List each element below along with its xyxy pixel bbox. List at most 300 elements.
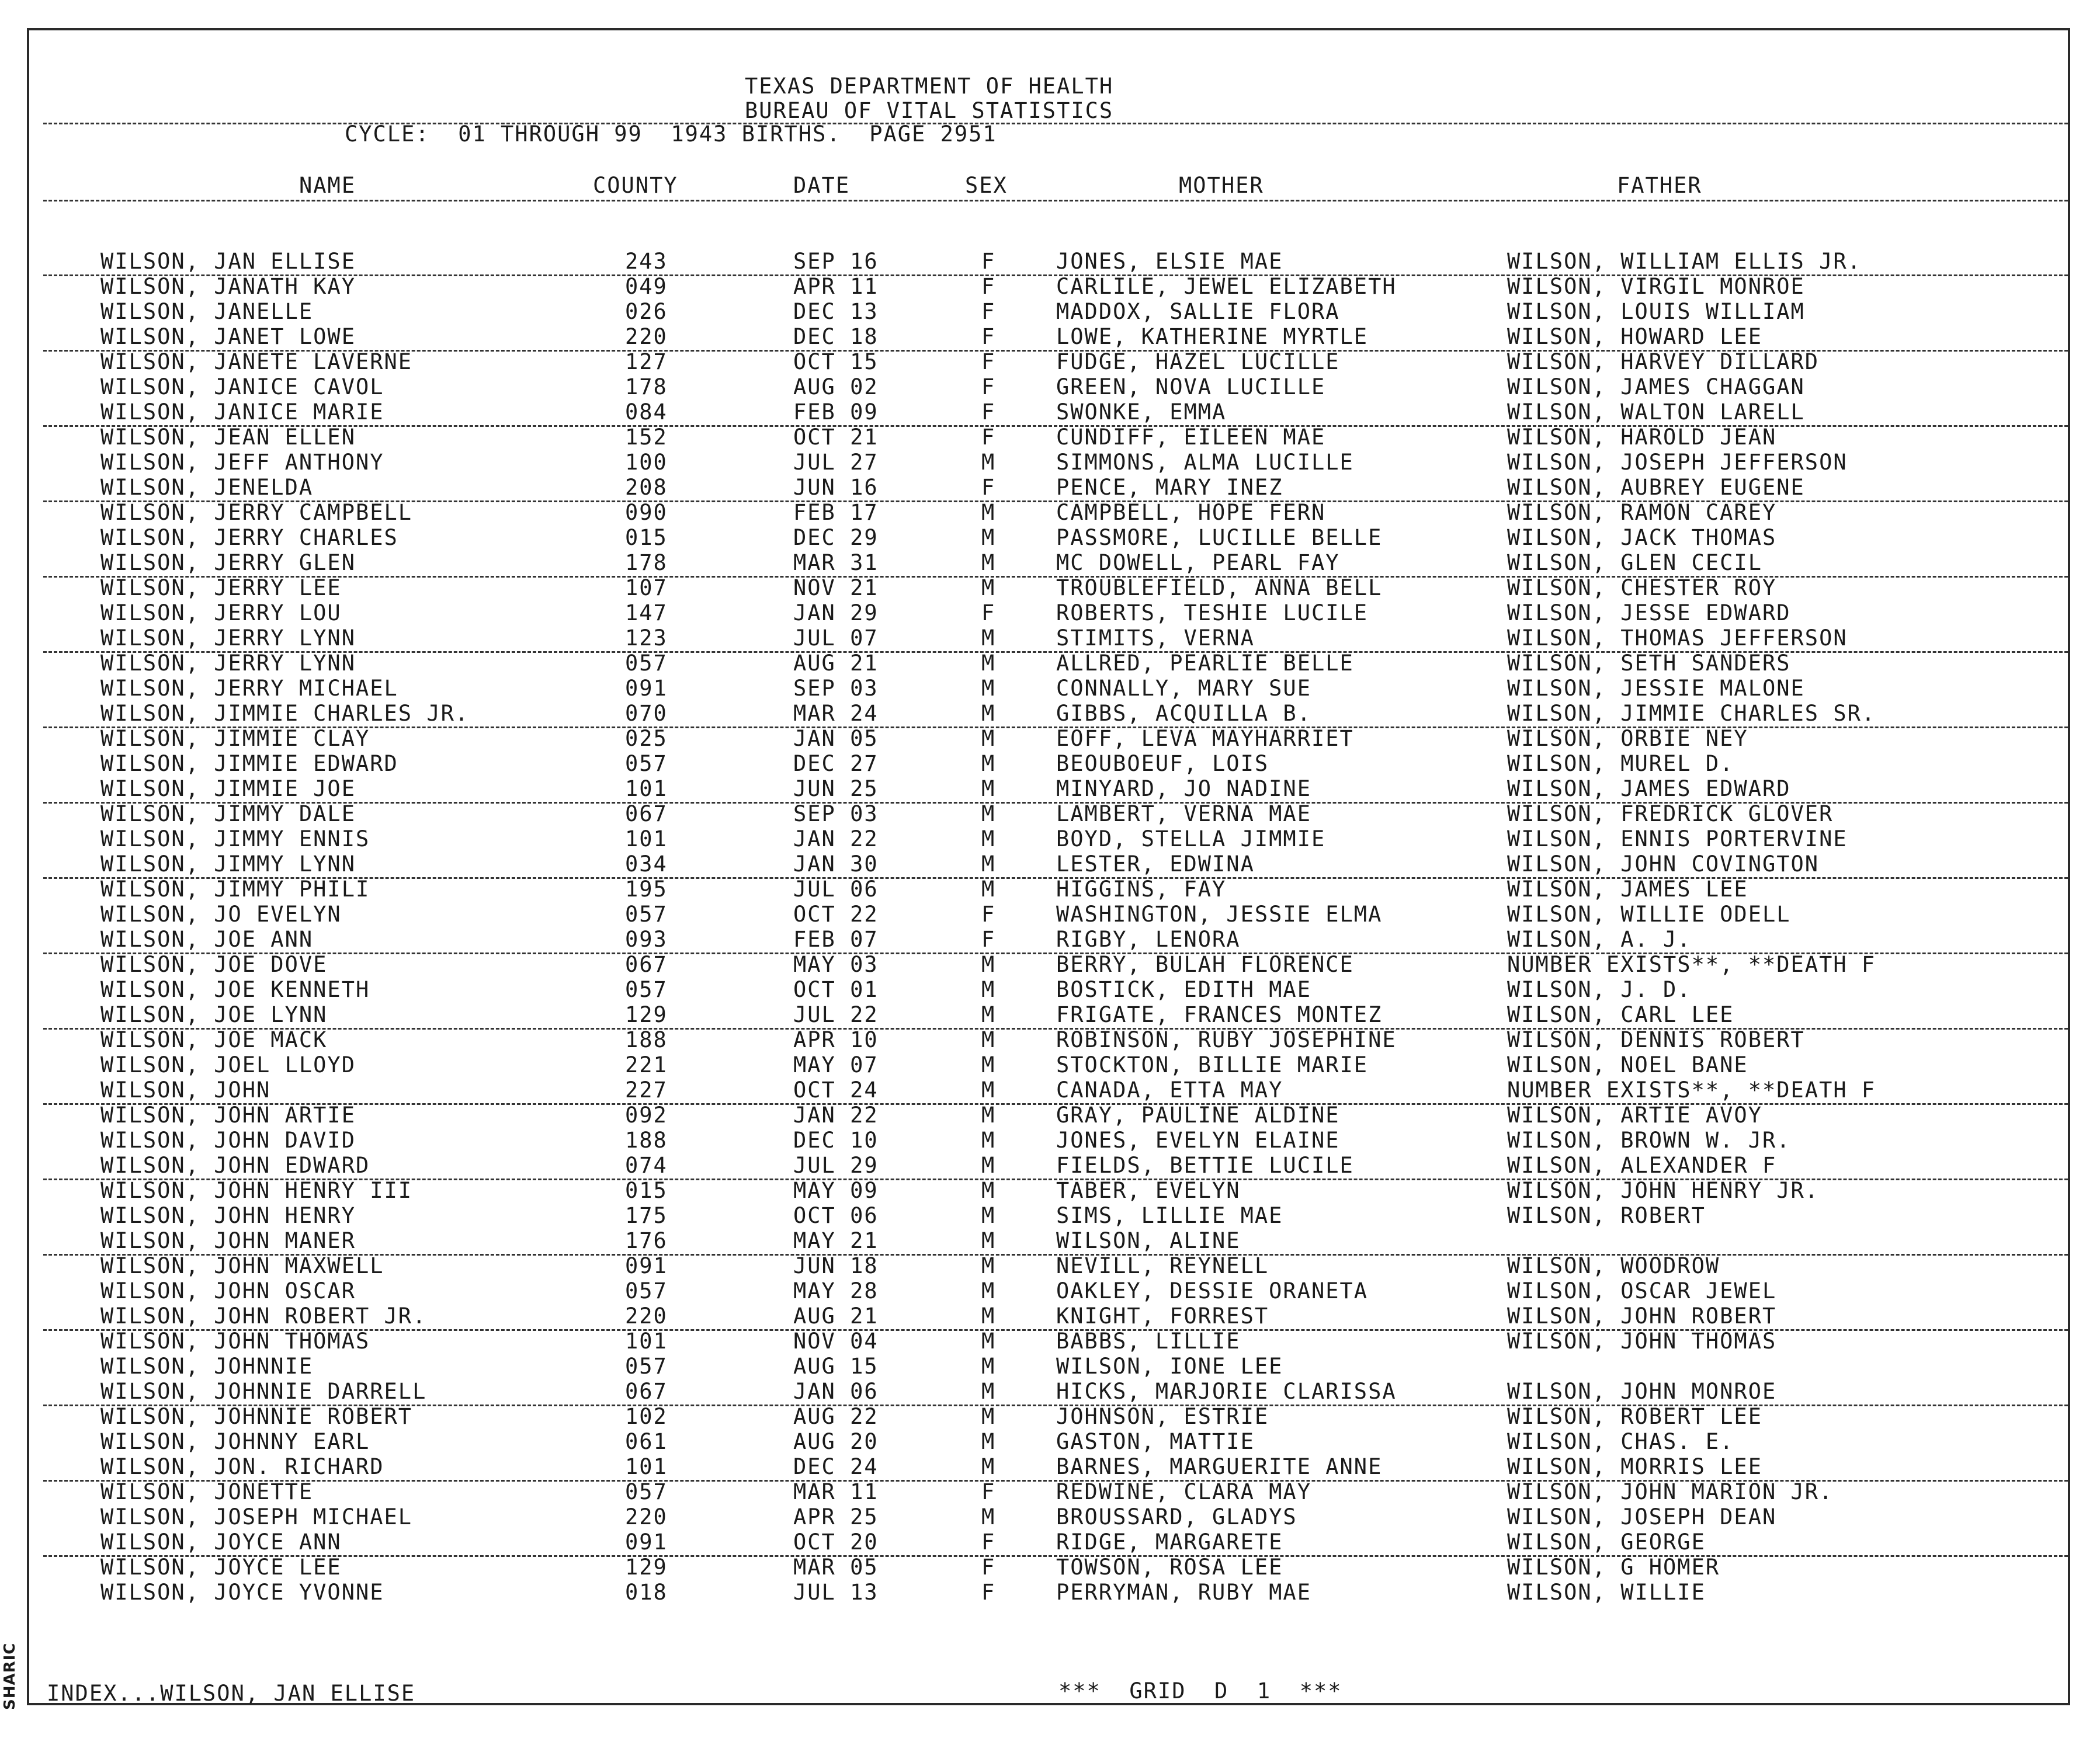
record-mother: STIMITS, VERNA (1056, 625, 1255, 651)
record-sex: F (981, 374, 996, 399)
record-county: 061 (625, 1429, 668, 1454)
record-father: WILSON, JOSEPH JEFFERSON (1507, 450, 1848, 475)
record-name: WILSON, JOHN THOMAS (100, 1329, 370, 1354)
record-county: 178 (625, 374, 668, 399)
record-mother: SWONKE, EMMA (1056, 399, 1227, 425)
record-sex: F (981, 600, 996, 625)
record-county: 057 (625, 651, 668, 676)
record-date: MAY 21 (793, 1228, 879, 1253)
record-county: 178 (625, 550, 668, 575)
column-header-date: DATE (793, 173, 851, 198)
record-sex: F (981, 249, 996, 274)
record-county: 057 (625, 902, 668, 927)
record-county: 057 (625, 1354, 668, 1379)
record-mother: FUDGE, HAZEL LUCILLE (1056, 349, 1340, 374)
record-mother: TROUBLEFIELD, ANNA BELL (1056, 575, 1383, 600)
record-county: 221 (625, 1052, 668, 1077)
record-sex: F (981, 927, 996, 952)
record-name: WILSON, JOHN EDWARD (100, 1153, 370, 1178)
record-name: WILSON, JOHNNIE (100, 1354, 314, 1379)
record-county: 129 (625, 1002, 668, 1027)
record-sex: M (981, 1027, 996, 1052)
record-mother: GRAY, PAULINE ALDINE (1056, 1103, 1340, 1128)
record-county: 067 (625, 801, 668, 826)
record-county: 090 (625, 500, 668, 525)
record-name: WILSON, JOHN MAXWELL (100, 1253, 384, 1278)
record-name: WILSON, JONETTE (100, 1479, 314, 1504)
row-group-divider (43, 1555, 2068, 1557)
record-date: SEP 03 (793, 676, 879, 701)
record-date: JUL 29 (793, 1153, 879, 1178)
record-sex: F (981, 1580, 996, 1605)
record-date: APR 25 (793, 1504, 879, 1529)
record-sex: M (981, 1278, 996, 1303)
record-mother: WASHINGTON, JESSIE ELMA (1056, 902, 1383, 927)
record-sex: M (981, 550, 996, 575)
record-sex: M (981, 676, 996, 701)
record-mother: RIGBY, LENORA (1056, 927, 1241, 952)
record-date: AUG 15 (793, 1354, 879, 1379)
record-mother: CAMPBELL, HOPE FERN (1056, 500, 1326, 525)
record-date: JAN 30 (793, 851, 879, 877)
record-date: DEC 29 (793, 525, 879, 550)
column-header-sex: SEX (965, 173, 1008, 198)
record-date: JUN 16 (793, 475, 879, 500)
record-mother: ROBERTS, TESHIE LUCILE (1056, 600, 1369, 625)
record-county: 057 (625, 977, 668, 1002)
column-header-name: NAME (299, 173, 356, 198)
record-name: WILSON, JOE ANN (100, 927, 314, 952)
record-father: WILSON, WILLIE ODELL (1507, 902, 1791, 927)
record-date: FEB 09 (793, 399, 879, 425)
record-date: NOV 04 (793, 1329, 879, 1354)
record-name: WILSON, JOHNNY EARL (100, 1429, 370, 1454)
record-date: APR 11 (793, 274, 879, 299)
record-sex: M (981, 1329, 996, 1354)
record-mother: GASTON, MATTIE (1056, 1429, 1255, 1454)
record-name: WILSON, JOHN HENRY III (100, 1178, 413, 1203)
record-name: WILSON, JO EVELYN (100, 902, 342, 927)
record-father: WILSON, THOMAS JEFFERSON (1507, 625, 1848, 651)
record-sex: M (981, 1228, 996, 1253)
record-sex: F (981, 349, 996, 374)
record-mother: BERRY, BULAH FLORENCE (1056, 952, 1354, 977)
record-county: 091 (625, 676, 668, 701)
record-date: MAY 07 (793, 1052, 879, 1077)
record-name: WILSON, JERRY CHARLES (100, 525, 398, 550)
record-sex: M (981, 1128, 996, 1153)
record-father: WILSON, ALEXANDER F (1507, 1153, 1777, 1178)
record-mother: REDWINE, CLARA MAY (1056, 1479, 1311, 1504)
record-name: WILSON, JOYCE ANN (100, 1529, 342, 1555)
record-father: WILSON, WALTON LARELL (1507, 399, 1805, 425)
record-county: 176 (625, 1228, 668, 1253)
record-county: 129 (625, 1555, 668, 1580)
record-county: 107 (625, 575, 668, 600)
record-mother: JONES, EVELYN ELAINE (1056, 1128, 1340, 1153)
record-sex: M (981, 1404, 996, 1429)
record-date: NOV 21 (793, 575, 879, 600)
record-date: DEC 10 (793, 1128, 879, 1153)
record-father: WILSON, HOWARD LEE (1507, 324, 1762, 349)
record-county: 220 (625, 1303, 668, 1329)
record-father: WILSON, RAMON CAREY (1507, 500, 1777, 525)
record-name: WILSON, JOHN OSCAR (100, 1278, 356, 1303)
record-name: WILSON, JIMMIE CLAY (100, 726, 370, 751)
record-sex: F (981, 902, 996, 927)
record-father: WILSON, WILLIE (1507, 1580, 1706, 1605)
record-sex: M (981, 801, 996, 826)
record-county: 101 (625, 826, 668, 851)
record-mother: BARNES, MARGUERITE ANNE (1056, 1454, 1383, 1479)
record-mother: CUNDIFF, EILEEN MAE (1056, 425, 1326, 450)
record-date: MAR 31 (793, 550, 879, 575)
record-sex: M (981, 701, 996, 726)
record-name: WILSON, JEAN ELLEN (100, 425, 356, 450)
record-date: OCT 06 (793, 1203, 879, 1228)
record-sex: M (981, 1052, 996, 1077)
record-mother: CANADA, ETTA MAY (1056, 1077, 1283, 1103)
record-sex: M (981, 625, 996, 651)
record-sex: M (981, 851, 996, 877)
record-sex: F (981, 1555, 996, 1580)
record-mother: HICKS, MARJORIE CLARISSA (1056, 1379, 1397, 1404)
record-father: WILSON, ROBERT (1507, 1203, 1706, 1228)
record-father: WILSON, JACK THOMAS (1507, 525, 1777, 550)
record-father: WILSON, JOHN ROBERT (1507, 1303, 1777, 1329)
record-county: 091 (625, 1253, 668, 1278)
record-mother: NEVILL, REYNELL (1056, 1253, 1269, 1278)
record-sex: M (981, 1303, 996, 1329)
record-county: 147 (625, 600, 668, 625)
record-name: WILSON, JOYCE LEE (100, 1555, 342, 1580)
record-mother: BABBS, LILLIE (1056, 1329, 1241, 1354)
record-county: 100 (625, 450, 668, 475)
record-county: 093 (625, 927, 668, 952)
record-sex: M (981, 1178, 996, 1203)
record-date: JAN 22 (793, 826, 879, 851)
record-mother: RIDGE, MARGARETE (1056, 1529, 1283, 1555)
record-father: WILSON, JOHN MARION JR. (1507, 1479, 1834, 1504)
record-mother: PERRYMAN, RUBY MAE (1056, 1580, 1311, 1605)
record-name: WILSON, JOHN DAVID (100, 1128, 356, 1153)
record-mother: BOYD, STELLA JIMMIE (1056, 826, 1326, 851)
record-father: WILSON, GLEN CECIL (1507, 550, 1762, 575)
record-name: WILSON, JOE LYNN (100, 1002, 328, 1027)
record-mother: STOCKTON, BILLIE MARIE (1056, 1052, 1369, 1077)
record-sex: F (981, 399, 996, 425)
record-name: WILSON, JIMMIE CHARLES JR. (100, 701, 470, 726)
record-mother: CONNALLY, MARY SUE (1056, 676, 1311, 701)
record-sex: M (981, 1379, 996, 1404)
record-county: 227 (625, 1077, 668, 1103)
record-mother: FRIGATE, FRANCES MONTEZ (1056, 1002, 1383, 1027)
record-mother: MADDOX, SALLIE FLORA (1056, 299, 1340, 324)
record-sex: M (981, 1454, 996, 1479)
record-mother: BROUSSARD, GLADYS (1056, 1504, 1297, 1529)
record-mother: OAKLEY, DESSIE ORANETA (1056, 1278, 1369, 1303)
record-father: WILSON, MUREL D. (1507, 751, 1734, 776)
footer-grid: *** GRID D 1 *** (1058, 1678, 1342, 1704)
record-father: WILSON, WILLIAM ELLIS JR. (1507, 249, 1862, 274)
record-sex: M (981, 977, 996, 1002)
record-mother: ROBINSON, RUBY JOSEPHINE (1056, 1027, 1397, 1052)
record-county: 188 (625, 1027, 668, 1052)
record-county: 220 (625, 1504, 668, 1529)
record-mother: GREEN, NOVA LUCILLE (1056, 374, 1326, 399)
record-sex: M (981, 726, 996, 751)
record-date: MAY 09 (793, 1178, 879, 1203)
record-date: OCT 24 (793, 1077, 879, 1103)
record-sex: M (981, 1153, 996, 1178)
record-father: WILSON, JAMES CHAGGAN (1507, 374, 1805, 399)
record-name: WILSON, JANETE LAVERNE (100, 349, 413, 374)
record-date: JUL 22 (793, 1002, 879, 1027)
record-name: WILSON, JERRY LEE (100, 575, 342, 600)
record-father: NUMBER EXISTS**, **DEATH F (1507, 952, 1876, 977)
record-sex: F (981, 299, 996, 324)
record-father: NUMBER EXISTS**, **DEATH F (1507, 1077, 1876, 1103)
record-name: WILSON, JOHN ROBERT JR. (100, 1303, 427, 1329)
record-date: AUG 22 (793, 1404, 879, 1429)
record-father: WILSON, BROWN W. JR. (1507, 1128, 1791, 1153)
record-mother: BOSTICK, EDITH MAE (1056, 977, 1311, 1002)
record-sex: M (981, 651, 996, 676)
record-father: WILSON, G HOMER (1507, 1555, 1720, 1580)
record-county: 101 (625, 1329, 668, 1354)
record-mother: GIBBS, ACQUILLA B. (1056, 701, 1311, 726)
record-date: JAN 06 (793, 1379, 879, 1404)
record-county: 034 (625, 851, 668, 877)
record-sex: M (981, 1253, 996, 1278)
record-father: WILSON, VIRGIL MONROE (1507, 274, 1805, 299)
record-sex: M (981, 1077, 996, 1103)
record-sex: M (981, 1504, 996, 1529)
record-date: SEP 03 (793, 801, 879, 826)
record-father: WILSON, JESSE EDWARD (1507, 600, 1791, 625)
record-date: AUG 02 (793, 374, 879, 399)
record-county: 018 (625, 1580, 668, 1605)
record-father: WILSON, MORRIS LEE (1507, 1454, 1762, 1479)
record-father: WILSON, JOHN COVINGTON (1507, 851, 1820, 877)
record-name: WILSON, JOSEPH MICHAEL (100, 1504, 413, 1529)
record-date: FEB 07 (793, 927, 879, 952)
record-mother: MC DOWELL, PEARL FAY (1056, 550, 1340, 575)
record-sex: M (981, 952, 996, 977)
record-father: WILSON, WOODROW (1507, 1253, 1720, 1278)
record-father: WILSON, HARVEY DILLARD (1507, 349, 1820, 374)
record-name: WILSON, JEFF ANTHONY (100, 450, 384, 475)
record-father: WILSON, AUBREY EUGENE (1507, 475, 1805, 500)
record-mother: FIELDS, BETTIE LUCILE (1056, 1153, 1354, 1178)
record-date: JUL 13 (793, 1580, 879, 1605)
record-name: WILSON, JOHN (100, 1077, 271, 1103)
record-county: 015 (625, 525, 668, 550)
record-name: WILSON, JANATH KAY (100, 274, 356, 299)
record-mother: HIGGINS, FAY (1056, 877, 1227, 902)
record-county: 101 (625, 776, 668, 801)
record-mother: SIMS, LILLIE MAE (1056, 1203, 1283, 1228)
record-name: WILSON, JOHN HENRY (100, 1203, 356, 1228)
record-father: WILSON, JOSEPH DEAN (1507, 1504, 1777, 1529)
record-county: 057 (625, 1479, 668, 1504)
record-county: 057 (625, 1278, 668, 1303)
record-mother: JOHNSON, ESTRIE (1056, 1404, 1269, 1429)
record-county: 195 (625, 877, 668, 902)
record-name: WILSON, JIMMY DALE (100, 801, 356, 826)
record-mother: LOWE, KATHERINE MYRTLE (1056, 324, 1369, 349)
record-name: WILSON, JERRY MICHAEL (100, 676, 398, 701)
record-date: JUL 06 (793, 877, 879, 902)
side-label: SHARIC (1, 1642, 19, 1710)
record-sex: M (981, 776, 996, 801)
record-date: MAR 24 (793, 701, 879, 726)
record-date: DEC 18 (793, 324, 879, 349)
record-date: MAR 11 (793, 1479, 879, 1504)
record-father: WILSON, SETH SANDERS (1507, 651, 1791, 676)
record-county: 208 (625, 475, 668, 500)
record-name: WILSON, JOYCE YVONNE (100, 1580, 384, 1605)
record-father: WILSON, LOUIS WILLIAM (1507, 299, 1805, 324)
record-sex: M (981, 575, 996, 600)
record-date: AUG 20 (793, 1429, 879, 1454)
record-name: WILSON, JOHNNIE ROBERT (100, 1404, 413, 1429)
record-father: WILSON, JESSIE MALONE (1507, 676, 1805, 701)
record-name: WILSON, JIMMIE JOE (100, 776, 356, 801)
record-county: 092 (625, 1103, 668, 1128)
record-name: WILSON, JAN ELLISE (100, 249, 356, 274)
record-name: WILSON, JIMMY PHILI (100, 877, 370, 902)
record-county: 015 (625, 1178, 668, 1203)
record-date: AUG 21 (793, 651, 879, 676)
record-mother: WILSON, IONE LEE (1056, 1354, 1283, 1379)
record-sex: M (981, 450, 996, 475)
record-date: OCT 20 (793, 1529, 879, 1555)
record-county: 101 (625, 1454, 668, 1479)
record-father: WILSON, A. J. (1507, 927, 1692, 952)
record-county: 067 (625, 952, 668, 977)
record-father: WILSON, GEORGE (1507, 1529, 1706, 1555)
record-name: WILSON, JOE KENNETH (100, 977, 370, 1002)
record-sex: M (981, 1429, 996, 1454)
footer-index: INDEX...WILSON, JAN ELLISE (47, 1681, 416, 1706)
record-sex: M (981, 500, 996, 525)
record-mother: CARLILE, JEWEL ELIZABETH (1056, 274, 1397, 299)
record-name: WILSON, JON. RICHARD (100, 1454, 384, 1479)
header-cycle: CYCLE: 01 THROUGH 99 1943 BIRTHS. PAGE 2951 (345, 121, 997, 147)
record-mother: PENCE, MARY INEZ (1056, 475, 1283, 500)
record-mother: BEOUBOEUF, LOIS (1056, 751, 1269, 776)
record-mother: LESTER, EDWINA (1056, 851, 1255, 877)
record-name: WILSON, JIMMY ENNIS (100, 826, 370, 851)
record-county: 102 (625, 1404, 668, 1429)
record-date: JUN 18 (793, 1253, 879, 1278)
record-sex: F (981, 475, 996, 500)
record-mother: PASSMORE, LUCILLE BELLE (1056, 525, 1383, 550)
record-mother: KNIGHT, FORREST (1056, 1303, 1269, 1329)
record-sex: F (981, 1529, 996, 1555)
record-name: WILSON, JERRY LYNN (100, 651, 356, 676)
record-name: WILSON, JENELDA (100, 475, 314, 500)
record-county: 025 (625, 726, 668, 751)
record-county: 074 (625, 1153, 668, 1178)
record-date: JAN 29 (793, 600, 879, 625)
record-county: 026 (625, 299, 668, 324)
record-county: 152 (625, 425, 668, 450)
record-father: WILSON, JAMES LEE (1507, 877, 1748, 902)
record-mother: MINYARD, JO NADINE (1056, 776, 1311, 801)
record-name: WILSON, JOEL LLOYD (100, 1052, 356, 1077)
record-sex: M (981, 1103, 996, 1128)
record-father: WILSON, CARL LEE (1507, 1002, 1734, 1027)
record-father: WILSON, ORBIE NEY (1507, 726, 1748, 751)
record-father: WILSON, JOHN THOMAS (1507, 1329, 1777, 1354)
record-father: WILSON, JAMES EDWARD (1507, 776, 1791, 801)
record-date: JAN 22 (793, 1103, 879, 1128)
record-sex: M (981, 1203, 996, 1228)
record-father: WILSON, JIMMIE CHARLES SR. (1507, 701, 1876, 726)
record-sex: M (981, 1002, 996, 1027)
record-father: WILSON, ROBERT LEE (1507, 1404, 1762, 1429)
record-mother: EOFF, LEVA MAYHARRIET (1056, 726, 1354, 751)
record-name: WILSON, JOE DOVE (100, 952, 328, 977)
record-county: 243 (625, 249, 668, 274)
record-date: FEB 17 (793, 500, 879, 525)
column-header-father: FATHER (1617, 173, 1702, 198)
record-mother: WILSON, ALINE (1056, 1228, 1241, 1253)
record-date: DEC 13 (793, 299, 879, 324)
record-name: WILSON, JERRY LYNN (100, 625, 356, 651)
record-county: 049 (625, 274, 668, 299)
record-sex: F (981, 274, 996, 299)
column-header-county: COUNTY (593, 173, 678, 198)
record-name: WILSON, JOHN ARTIE (100, 1103, 356, 1128)
record-date: DEC 24 (793, 1454, 879, 1479)
record-father: WILSON, J. D. (1507, 977, 1692, 1002)
record-sex: M (981, 1354, 996, 1379)
record-county: 067 (625, 1379, 668, 1404)
record-name: WILSON, JERRY LOU (100, 600, 342, 625)
record-sex: M (981, 877, 996, 902)
record-date: OCT 21 (793, 425, 879, 450)
record-father: WILSON, JOHN MONROE (1507, 1379, 1777, 1404)
record-date: OCT 15 (793, 349, 879, 374)
record-date: DEC 27 (793, 751, 879, 776)
record-date: JUN 25 (793, 776, 879, 801)
record-father: WILSON, CHESTER ROY (1507, 575, 1777, 600)
record-sex: M (981, 826, 996, 851)
record-father: WILSON, HAROLD JEAN (1507, 425, 1777, 450)
record-name: WILSON, JANELLE (100, 299, 314, 324)
record-father: WILSON, JOHN HENRY JR. (1507, 1178, 1820, 1203)
record-mother: TABER, EVELYN (1056, 1178, 1241, 1203)
record-date: OCT 22 (793, 902, 879, 927)
record-name: WILSON, JERRY CAMPBELL (100, 500, 413, 525)
record-mother: TOWSON, ROSA LEE (1056, 1555, 1283, 1580)
record-date: SEP 16 (793, 249, 879, 274)
record-county: 127 (625, 349, 668, 374)
record-father: WILSON, ENNIS PORTERVINE (1507, 826, 1848, 851)
record-county: 220 (625, 324, 668, 349)
record-mother: SIMMONS, ALMA LUCILLE (1056, 450, 1354, 475)
record-name: WILSON, JANICE CAVOL (100, 374, 384, 399)
record-name: WILSON, JOE MACK (100, 1027, 328, 1052)
record-date: MAY 28 (793, 1278, 879, 1303)
record-county: 070 (625, 701, 668, 726)
record-county: 175 (625, 1203, 668, 1228)
record-name: WILSON, JIMMY LYNN (100, 851, 356, 877)
record-name: WILSON, JOHN MANER (100, 1228, 356, 1253)
